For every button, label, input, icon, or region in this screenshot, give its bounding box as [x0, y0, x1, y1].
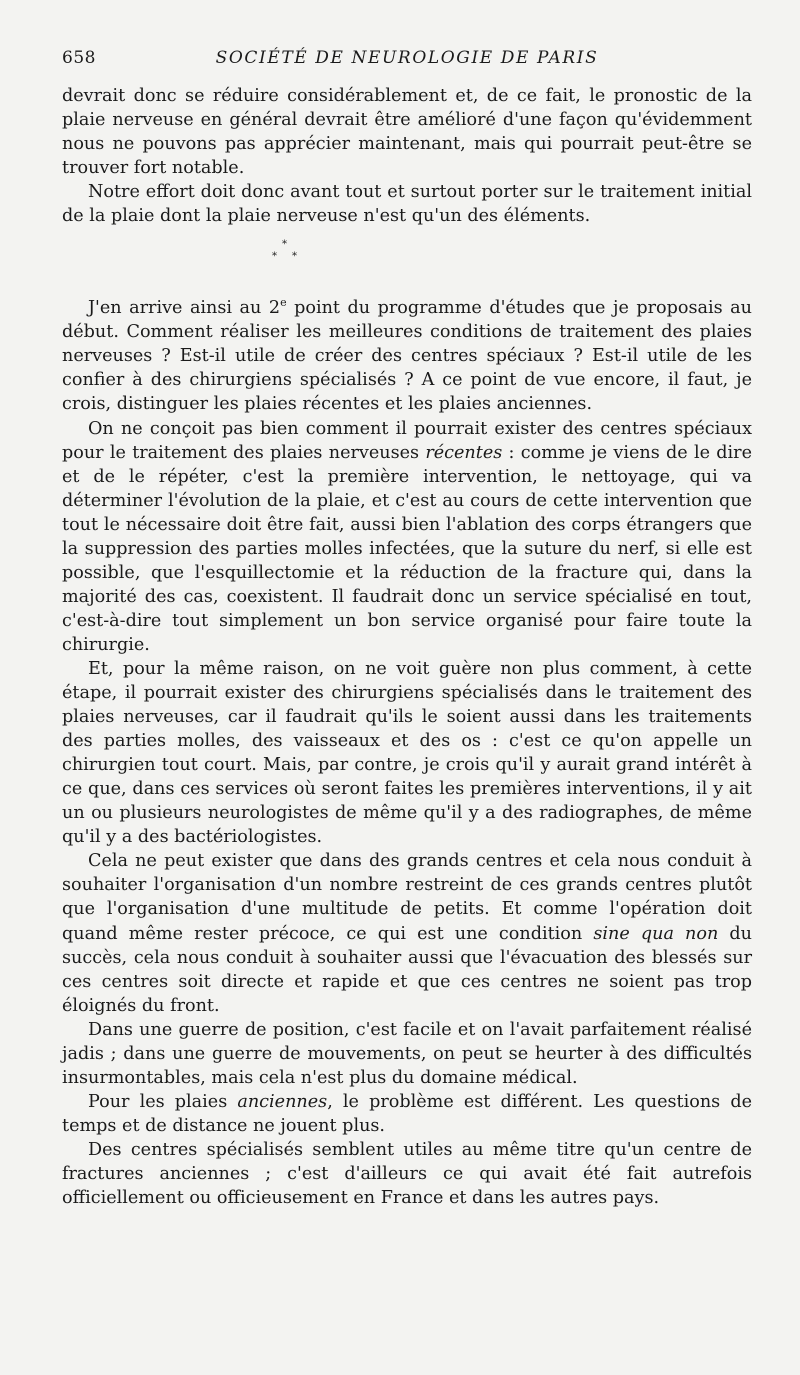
asterisk-icon: * — [292, 251, 297, 263]
text-run: On ne conçoit pas bien comment il pourrait exister des centres spéciaux pour le traitement des plaies nerveuses — [62, 418, 752, 463]
paragraph-war-of-position: Dans une guerre de position, c'est facile et on l'avait parfaitement réalisé jadis ; dans une guerre de mouvements, on peut se heurter à des difficultés insurmontables, mais cela n'est plus du domaine médical. — [62, 1019, 752, 1088]
section-separator — [62, 232, 752, 294]
text-run: : comme je viens de le dire et de le répéter, c'est la première intervention, le nettoyage, qui va déterminer l'évolution de la plaie, et c'est au cours de cette intervention que tout le nécessaire doit être fait, aussi bien l'ablation des corps étrangers que la suppression des parties molles infectées, que la suture du nerf, si elle est possible, que l'esquillectomie et la réduction de la fracture qui, dans la majorité des cas, coexistent. Il faudrait donc un service spécialisé en tout, c'est-à-dire tout simplement un bon service organisé pour faire toute la chirurgie. — [62, 442, 752, 655]
emphasis: récentes — [425, 442, 503, 463]
paragraph-initial-treatment: Notre effort doit donc avant tout et surtout porter sur le traitement initial de la plaie dont la plaie nerveuse n'est qu'un des éléments. — [62, 182, 752, 227]
page-number: 658 — [62, 48, 96, 68]
article-body — [62, 84, 752, 1210]
text-run: point du programme d'études que je proposais au début. Comment réaliser les meilleures conditions de traitement des plaies nerveuses ? Est-il utile de créer des centres spéciaux ? Est-il utile de les confier à des chirurgiens spécialisés ? A ce point de vue encore, il faut, je crois, distinguer les plaies récentes et les plaies anciennes. — [62, 298, 752, 415]
paragraph-continuation: devrait donc se réduire considérablement et, de ce fait, le pronostic de la plaie nerveuse en général devrait être amélioré d'une façon qu'évidemment nous ne pouvons pas apprécier maintenant, mais qui pourrait peut-être se trouver fort notable. — [62, 86, 752, 179]
text-run: J'en arrive ainsi au 2 — [88, 298, 281, 319]
emphasis: sine qua non — [593, 923, 719, 944]
paragraph-recent-wounds — [62, 417, 752, 657]
journal-title: SOCIÉTÉ DE NEUROLOGIE DE PARIS — [215, 48, 599, 68]
emphasis: anciennes — [237, 1091, 328, 1112]
running-head — [62, 48, 752, 72]
paragraph-large-centres — [62, 849, 752, 1017]
asterisk-icon: * — [272, 251, 277, 263]
paragraph-specialised-surgeons: Et, pour la même raison, on ne voit guère non plus comment, à cette étape, il pourrait exister des chirurgiens spécialisés dans le traitement des plaies nerveuses, car il faudrait qu'ils le soient aussi dans les traitements des parties molles, des vaisseaux et des os : c'est ce qu'on appelle un chirurgien tout court. Mais, par contre, je crois qu'il y aurait grand intérêt à ce que, dans ces services où seront faites les premières interventions, il y ait un ou plusieurs neurologistes de même qu'il y a des radiographes, de même qu'il y a des bactériologistes. — [62, 658, 752, 848]
asterisk-icon: * — [282, 239, 287, 251]
paragraph-second-point — [62, 296, 752, 416]
paragraph-old-wounds — [62, 1090, 752, 1138]
superscript: e — [280, 296, 287, 310]
text-run: du succès, cela nous conduit à souhaiter aussi que l'évacuation des blessés sur ces centres soit directe et rapide et que ces centres ne soient pas trop éloignés du front. — [62, 923, 752, 1016]
text-run: Pour les plaies — [88, 1091, 238, 1112]
text-run: , le problème est différent. Les questions de temps et de distance ne jouent plus. — [62, 1091, 752, 1136]
paragraph-specialised-centres: Des centres spécialisés semblent utiles au même titre qu'un centre de fractures anciennes ; c'est d'ailleurs ce qui avait été fait autrefois officiellement ou officieusement en France et dans les autres pays. — [62, 1139, 752, 1209]
text-run: Cela ne peut exister que dans des grands centres et cela nous conduit à souhaiter l'organisation d'un nombre restreint de ces grands centres plutôt que l'organisation d'une multitude de petits. Et comme l'opération doit quand même rester précoce, ce qui est une condition — [62, 851, 752, 944]
